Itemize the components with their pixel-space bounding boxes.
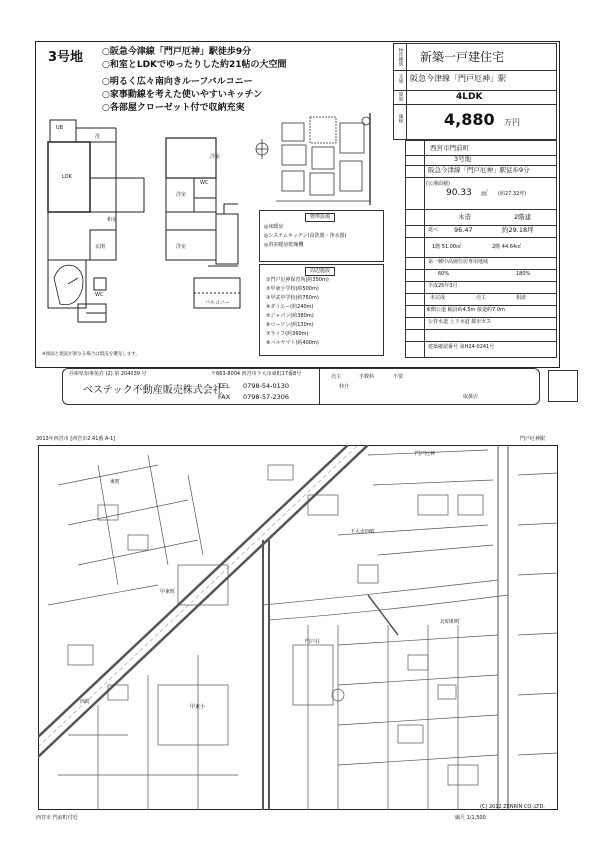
floorplan-drawing <box>38 118 268 350</box>
spec-mode: 売主 <box>476 295 487 301</box>
lot-number: 3号地 <box>48 50 84 65</box>
room-label: LDK <box>62 174 72 180</box>
spec-building-tsubo: 約29.18坪 <box>502 226 534 234</box>
facility-item: ②甲東小学校(約500m) <box>266 286 319 292</box>
transit-line: 阪急今津線「門戸厄神」駅 <box>410 74 506 83</box>
spec-delivery: 相談 <box>516 295 527 301</box>
spec-table <box>405 140 557 358</box>
equipment-title: 標準設備 <box>305 213 335 222</box>
equipment-box <box>259 210 384 262</box>
room-label: WC <box>95 292 104 298</box>
commission-label: 手数料 <box>359 374 375 380</box>
site-plan-drawing <box>252 113 388 205</box>
facility-item: ④ダイエー(約240m) <box>266 304 314 310</box>
spec-location: 西宮市門前町 <box>430 144 469 152</box>
map-label: 門戸厄神 <box>415 451 436 457</box>
facility-item: ⑧バルヤマト(約400m) <box>266 340 319 346</box>
equipment-item: ◎床暖房 <box>264 224 284 230</box>
company-license: 兵庫県知事免許 (2) 第 204039 号 <box>69 371 147 377</box>
facility-item: ①門戸厄神保育所(約350m) <box>266 277 329 283</box>
spec-road: 東側公道 幅員約4.5m 接道約7.0m <box>426 307 505 313</box>
commission-value: 不要 <box>393 374 404 380</box>
facilities-title: 周辺施設 <box>305 267 335 276</box>
price-unit: 万円 <box>504 118 520 127</box>
map-label: 東町 <box>110 479 121 485</box>
map-header: 2013年西宮市 [西宮市2.41番 A-1] <box>36 436 116 442</box>
summary-side-label: 物件種別 <box>398 48 403 66</box>
spec-far: 180% <box>516 271 531 277</box>
area-map <box>38 445 558 810</box>
spec-building-area: 96.47 <box>454 226 473 234</box>
summary-side-label: 価格 <box>398 114 403 123</box>
spec-structure: 木造 <box>458 213 471 221</box>
feature-item: ○和室とLDKでゆったりした約21帖の大空間 <box>102 60 287 70</box>
map-label: 甲東町 <box>160 589 176 595</box>
room-label: 洋室 <box>210 154 221 160</box>
facility-item: ⑦ライフ(約360m) <box>266 331 309 337</box>
feature-item: ○明るく広々南向きルーフバルコニー <box>102 77 253 87</box>
spec-lot: 3号地 <box>454 155 472 163</box>
map-label: 門戸荘 <box>305 639 321 645</box>
map-footer-right: 縮尺 1/1,500 <box>455 815 486 821</box>
spec-land-area: 90.33 <box>446 188 472 198</box>
spec-completion: 平成25年3月 <box>428 283 458 289</box>
company-band <box>62 368 540 405</box>
spec-utilities: 公営水道 上下水道 都市ガス <box>428 319 492 325</box>
facility-item: ③甲武中学校(約750m) <box>266 295 319 301</box>
map-label: 北昭和町 <box>440 619 461 625</box>
tel-number: 0798-54-0130 <box>243 382 290 390</box>
spec-zoning: 第一種中高層住居専用地域 <box>428 259 489 265</box>
map-footer-left: 西宮市 門前町付近 <box>36 815 78 821</box>
room-label: 洋室 <box>176 244 187 250</box>
spec-land-unit: ㎡ <box>481 189 488 197</box>
feature-item: ○家事動線を考えた使いやすいキッチン <box>102 90 263 100</box>
equipment-item: ◎システムキッチン(食洗器・浄水器) <box>264 233 347 239</box>
equipment-item: ◎浴室暖房乾燥機 <box>264 242 304 248</box>
facility-item: ⑤ジャパン(約380m) <box>266 313 314 319</box>
feature-item: ○阪急今津線「門戸厄神」駅徒歩9分 <box>102 47 252 57</box>
map-label: 下大市西町 <box>350 529 376 535</box>
map-copyright: (C) 2012 ZENRIN CO.,LTD. <box>480 804 545 810</box>
fax-number: 0798-57-2306 <box>243 393 290 401</box>
facility-item: ⑥ローソン(約130m) <box>266 322 314 328</box>
feature-item: ○各部屋クローゼット付で収納充実 <box>102 103 245 113</box>
room-label: バルコニー <box>205 300 231 306</box>
map-top-right: 門戸厄神駅 <box>520 436 546 442</box>
spec-tsubo: (約27.32坪) <box>498 191 527 197</box>
summary-side-label: 交通 <box>398 74 403 83</box>
spec-coverage: 60% <box>438 271 450 277</box>
spec-extra: 建築確認番号 第H24-0241号 <box>428 344 495 350</box>
room-label: 洋室 <box>176 192 187 198</box>
company-address: 〒663-8004 西宮市下大市東町17番8号 <box>211 371 302 377</box>
room-label: UB <box>56 125 64 131</box>
room-label: WC <box>200 180 209 186</box>
facilities-box <box>259 264 384 356</box>
floorplan-footnote: ※図面と現況が異なる場合は現況を優先します。 <box>42 352 140 357</box>
spec-status: 未完成 <box>430 295 446 301</box>
room-label: 和室 <box>107 217 118 223</box>
spec-floor1: 1階 51.00㎡ <box>432 244 462 250</box>
spec-access: 阪急今津線「門戸厄神」駅徒歩9分 <box>428 166 530 174</box>
layout-value: 4LDK <box>456 92 483 102</box>
stamp-label: 取扱店 <box>463 394 479 400</box>
room-label: 洗 <box>95 134 101 140</box>
fax-label: FAX <box>218 393 231 401</box>
role-value: 売主 <box>331 374 342 380</box>
agent-label: 仲介 <box>339 384 350 390</box>
company-name: ベステック不動産販売株式会社 <box>83 385 223 396</box>
price-value: 4,880 <box>444 110 495 129</box>
spec-floor2: 2階 44.64㎡ <box>492 244 522 250</box>
stamp-box <box>548 370 578 402</box>
property-type: 新築一戸建住宅 <box>420 50 505 64</box>
tel-label: TEL <box>218 382 230 390</box>
summary-panel <box>393 43 557 140</box>
spec-land-note: (公簿面積) <box>426 181 450 187</box>
spec-floors: 2階建 <box>514 213 532 221</box>
room-label: 玄関 <box>95 244 106 250</box>
map-label: 西町 <box>80 699 91 705</box>
map-label: 甲東小 <box>190 704 206 710</box>
summary-side-label: 間取 <box>398 92 403 101</box>
spec-building-total: 延べ <box>428 227 439 233</box>
